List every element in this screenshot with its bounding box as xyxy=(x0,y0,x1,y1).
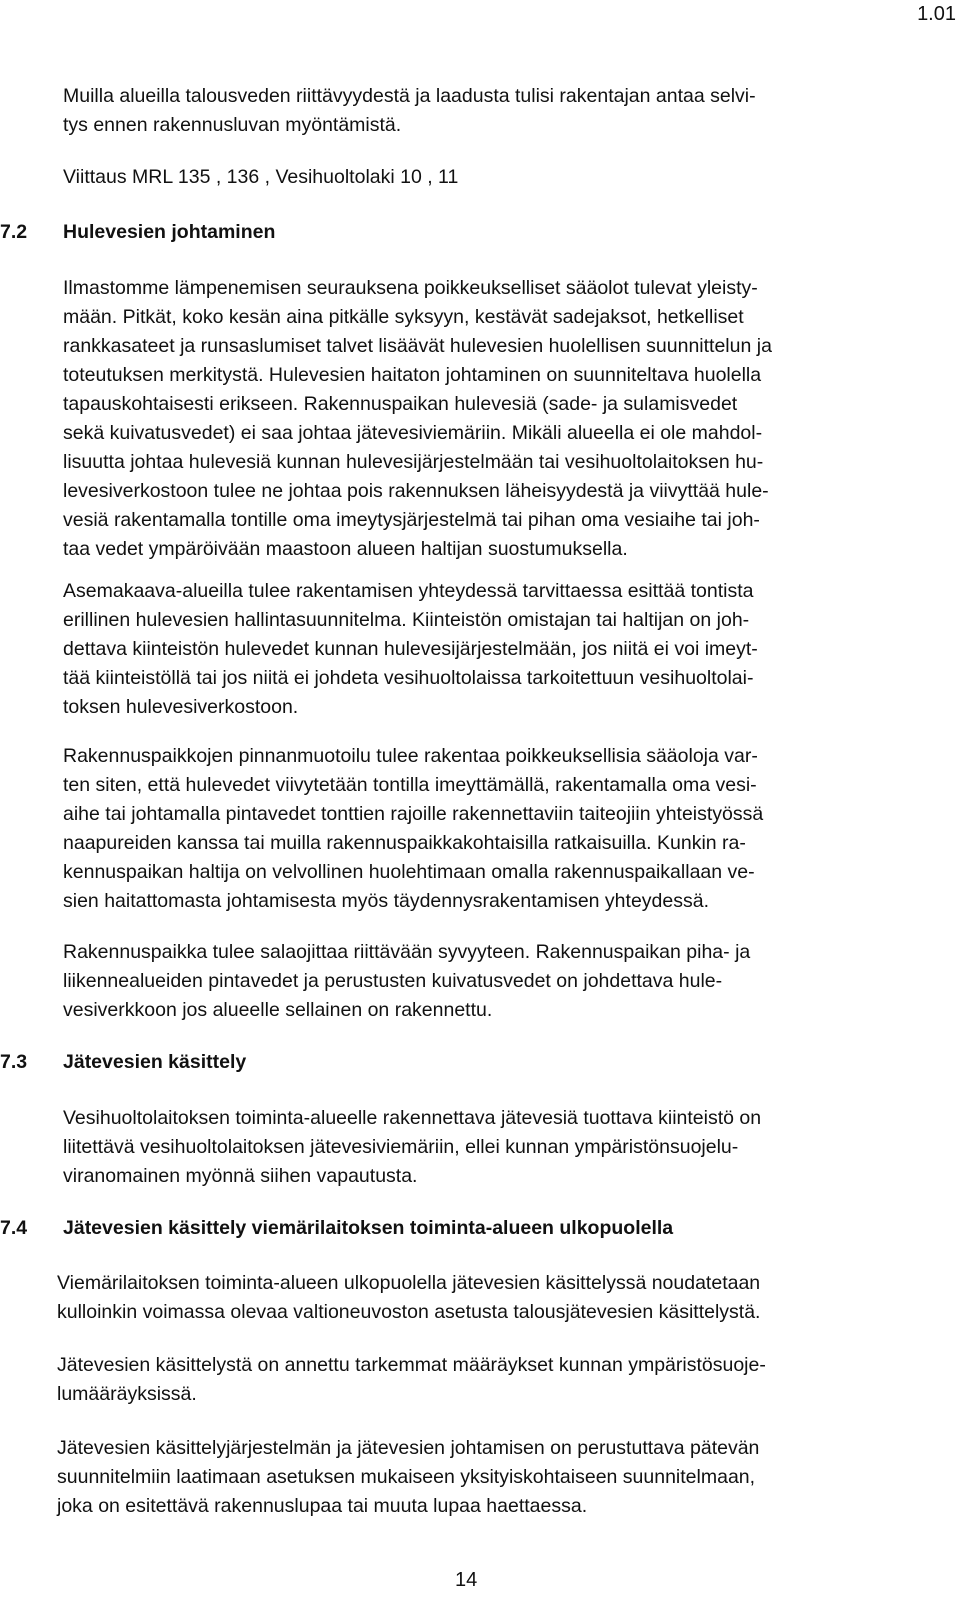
section-number: 7.4 xyxy=(0,1217,28,1239)
text-line: tys ennen rakennusluvan myöntämistä. xyxy=(63,114,402,136)
paragraph xyxy=(63,274,943,564)
legal-reference xyxy=(63,163,943,192)
text-line: toteutuksen merkitystä. Hulevesien haitaton johtaminen on suunniteltava huolella xyxy=(63,364,762,386)
text-line: mään. Pitkät, koko kesän aina pitkälle syksyyn, kestävät sadejaksot, hetkelliset xyxy=(63,306,744,328)
text-line: lisuutta johtaa hulevesiä kunnan hulevesijärjestelmään tai vesihuoltolaitoksen hu- xyxy=(63,451,764,473)
page-number: 14 xyxy=(455,1569,478,1591)
text-line: Vesihuoltolaitoksen toiminta-alueelle rakennettava jätevesiä tuottava kiinteistö on xyxy=(63,1107,762,1129)
text-line: sekä kuivatusvedet) ei saa johtaa jätevesiviemäriin. Mikäli alueella ei ole mahdol- xyxy=(63,422,763,444)
text-line: Muilla alueilla talousveden riittävyydestä ja laadusta tulisi rakentajan antaa selvi- xyxy=(63,85,756,107)
document-id: 1.01 xyxy=(917,3,956,25)
text-line: levesiverkostoon tulee ne johtaa pois rakennuksen läheisyydestä ja viivyttää hule- xyxy=(63,480,769,502)
text-line: aihe tai johtamalla pintavedet tonttien rajoille rakennettaviin taiteojiin yhteistyössä xyxy=(63,803,764,825)
text-line: erillinen hulevesien hallintasuunnitelma. Kiinteistön omistajan tai haltijan on joh- xyxy=(63,609,750,631)
text-line: Rakennuspaikka tulee salaojittaa riittävään syvyyteen. Rakennuspaikan piha- ja xyxy=(63,941,751,963)
text-line: ten siten, että hulevedet viivytetään tontilla imeyttämällä, rakentamalla oma vesi- xyxy=(63,774,757,796)
text-line: Rakennuspaikkojen pinnanmuotoilu tulee rakentaa poikkeuksellisia sääoloja var- xyxy=(63,745,758,767)
paragraph xyxy=(63,742,943,916)
text-line: rankkasateet ja runsaslumiset talvet lisäävät hulevesien huolellisen suunnittelun ja xyxy=(63,335,772,357)
section-number: 7.2 xyxy=(0,221,28,243)
text-line: toksen hulevesiverkostoon. xyxy=(63,696,299,718)
text-line: lumääräyksissä. xyxy=(57,1383,197,1405)
section-heading: Jätevesien käsittely viemärilaitoksen toiminta-alueen ulkopuolella xyxy=(63,1217,674,1239)
text-line: tää kiinteistöllä tai jos niitä ei johdeta vesihuoltolaissa tarkoitettuun vesihuoltolai- xyxy=(63,667,754,689)
text-line: kulloinkin voimassa olevaa valtioneuvoston asetusta talousjätevesien käsittelystä. xyxy=(57,1301,761,1323)
text-line: vesiä rakentamalla tontille oma imeytysjärjestelmä tai pihan oma vesiaihe tai joh- xyxy=(63,509,760,531)
text-line: joka on esitettävä rakennuslupaa tai muuta lupaa haettaessa. xyxy=(57,1495,588,1517)
text-line: vesiverkkoon jos alueelle sellainen on rakennettu. xyxy=(63,999,493,1021)
text-line: naapureiden kanssa tai muilla rakennuspaikkakohtaisilla ratkaisuilla. Kunkin ra- xyxy=(63,832,746,854)
text-line: kennuspaikan haltija on velvollinen huolehtimaan omalla rakennuspaikallaan ve- xyxy=(63,861,755,883)
text-line: liikennealueiden pintavedet ja perustusten kuivatusvedet on johdettava hule- xyxy=(63,970,723,992)
text-line: Jätevesien käsittelyjärjestelmän ja jätevesien johtamisen on perustuttava pätevän xyxy=(57,1437,760,1459)
text-line: Jätevesien käsittelystä on annettu tarkemmat määräykset kunnan ympäristösuoje- xyxy=(57,1354,766,1376)
reference-text: Viittaus MRL 135 , 136 , Vesihuoltolaki 10 , 11 xyxy=(63,166,459,188)
paragraph xyxy=(63,938,943,1025)
paragraph xyxy=(63,1104,943,1191)
section-heading: Hulevesien johtaminen xyxy=(63,221,276,243)
paragraph xyxy=(57,1269,937,1327)
text-line: Ilmastomme lämpenemisen seurauksena poikkeukselliset sääolot tulevat yleisty- xyxy=(63,277,758,299)
text-line: sien haitattomasta johtamisesta myös täydennysrakentamisen yhteydessä. xyxy=(63,890,709,912)
section-heading: Jätevesien käsittely xyxy=(63,1051,247,1073)
section-number: 7.3 xyxy=(0,1051,28,1073)
text-line: viranomainen myönnä siihen vapautusta. xyxy=(63,1165,418,1187)
text-line: Viemärilaitoksen toiminta-alueen ulkopuolella jätevesien käsittelyssä noudatetaan xyxy=(57,1272,761,1294)
text-line: suunnitelmiin laatimaan asetuksen mukaiseen yksityiskohtaiseen suunnitelmaan, xyxy=(57,1466,756,1488)
intro-paragraph xyxy=(63,82,943,140)
text-line: Asemakaava-alueilla tulee rakentamisen yhteydessä tarvittaessa esittää tontista xyxy=(63,580,754,602)
paragraph xyxy=(57,1434,937,1521)
text-line: taa vedet ympäröivään maastoon alueen haltijan suostumuksella. xyxy=(63,538,628,560)
paragraph xyxy=(63,577,943,722)
text-line: liitettävä vesihuoltolaitoksen jätevesiviemäriin, ellei kunnan ympäristönsuojelu- xyxy=(63,1136,739,1158)
paragraph xyxy=(57,1351,937,1409)
text-line: dettava kiinteistön hulevedet kunnan hulevesijärjestelmään, jos niitä ei voi imeyt- xyxy=(63,638,758,660)
text-line: tapauskohtaisesti erikseen. Rakennuspaikan hulevesiä (sade- ja sulamisvedet xyxy=(63,393,738,415)
